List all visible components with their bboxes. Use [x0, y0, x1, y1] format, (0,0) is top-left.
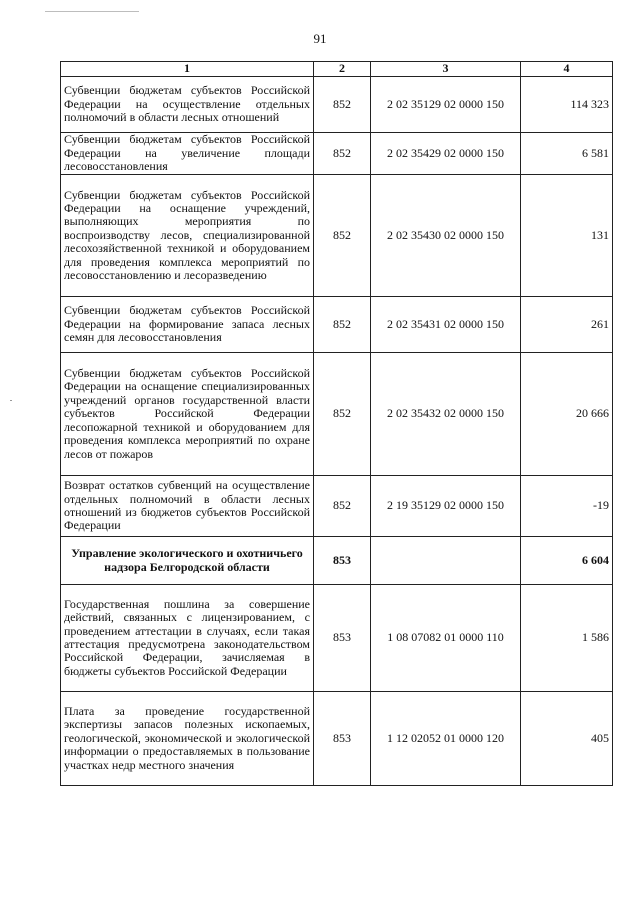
row-admin-code: 853 — [314, 692, 371, 786]
row-amount: 6 581 — [521, 133, 613, 175]
section-header-row — [61, 537, 613, 585]
row-budget-code: 2 02 35431 02 0000 150 — [371, 297, 521, 353]
section-title: Управление экологического и охотничьего надзора Белгородской области — [61, 537, 314, 585]
table-row — [61, 353, 613, 476]
budget-revenue-table — [60, 61, 613, 786]
row-name: Субвенции бюджетам субъектов Российской Федерации на осуществление отдельных полномочий в области лесных отношений — [61, 77, 314, 133]
row-name: Субвенции бюджетам субъектов Российской Федерации на оснащение учреждений, выполняющих мероприятия по воспроизводству лесов, специализированной лесохозяйственной техникой и оборудованием для проведения комплекса мероприятий по лесовосстановлению и лесоразведению — [61, 175, 314, 297]
section-amount: 6 604 — [521, 537, 613, 585]
row-amount: -19 — [521, 476, 613, 537]
table-row — [61, 77, 613, 133]
page-number: 91 — [313, 31, 327, 46]
row-name: Возврат остатков субвенций на осуществление отдельных полномочий в области лесных отношений из бюджетов субъектов Российской Федерации — [61, 476, 314, 537]
row-amount: 20 666 — [521, 353, 613, 476]
row-budget-code: 1 12 02052 01 0000 120 — [371, 692, 521, 786]
table-row — [61, 297, 613, 353]
row-admin-code: 852 — [314, 353, 371, 476]
table-row — [61, 692, 613, 786]
row-name: Плата за проведение государственной экспертизы запасов полезных ископаемых, геологической, экономической и экологической информации о предоставляемых в пользование участках недр местного значения — [61, 692, 314, 786]
section-budget-code — [371, 537, 521, 585]
row-admin-code: 852 — [314, 476, 371, 537]
table-row — [61, 585, 613, 692]
section-admin-code: 853 — [314, 537, 371, 585]
table-row — [61, 133, 613, 175]
row-amount: 114 323 — [521, 77, 613, 133]
row-admin-code: 852 — [314, 297, 371, 353]
row-admin-code: 852 — [314, 175, 371, 297]
row-admin-code: 852 — [314, 133, 371, 175]
row-name: Субвенции бюджетам субъектов Российской Федерации на оснащение специализированных учреждений органов государственной власти субъектов Российской Федерации лесопожарной техникой и оборудованием для проведения комплекса мероприятий по охране лесов от пожаров — [61, 353, 314, 476]
row-amount: 261 — [521, 297, 613, 353]
table-header-row — [61, 62, 613, 77]
row-budget-code: 1 08 07082 01 0000 110 — [371, 585, 521, 692]
row-admin-code: 853 — [314, 585, 371, 692]
table-row — [61, 476, 613, 537]
row-name: Субвенции бюджетам субъектов Российской Федерации на увеличение площади лесовосстановления — [61, 133, 314, 175]
row-budget-code: 2 02 35429 02 0000 150 — [371, 133, 521, 175]
row-admin-code: 852 — [314, 77, 371, 133]
row-amount: 1 586 — [521, 585, 613, 692]
column-header-admin: 2 — [314, 62, 371, 77]
column-header-amount: 4 — [521, 62, 613, 77]
row-name: Государственная пошлина за совершение действий, связанных с лицензированием, с проведением аттестации в случаях, если такая аттестация предусмотрена законодательством Российской Федерации, зачисляемая в бюджеты субъектов Российской Федерации — [61, 585, 314, 692]
column-header-code: 3 — [371, 62, 521, 77]
row-budget-code: 2 02 35430 02 0000 150 — [371, 175, 521, 297]
row-budget-code: 2 02 35432 02 0000 150 — [371, 353, 521, 476]
row-budget-code: 2 02 35129 02 0000 150 — [371, 77, 521, 133]
row-amount: 405 — [521, 692, 613, 786]
scan-top-rule — [45, 11, 139, 12]
table-row — [61, 175, 613, 297]
row-amount: 131 — [521, 175, 613, 297]
row-budget-code: 2 19 35129 02 0000 150 — [371, 476, 521, 537]
column-header-name: 1 — [61, 62, 314, 77]
row-name: Субвенции бюджетам субъектов Российской Федерации на формирование запаса лесных семян для лесовосстановления — [61, 297, 314, 353]
scan-margin-mark — [10, 400, 12, 401]
